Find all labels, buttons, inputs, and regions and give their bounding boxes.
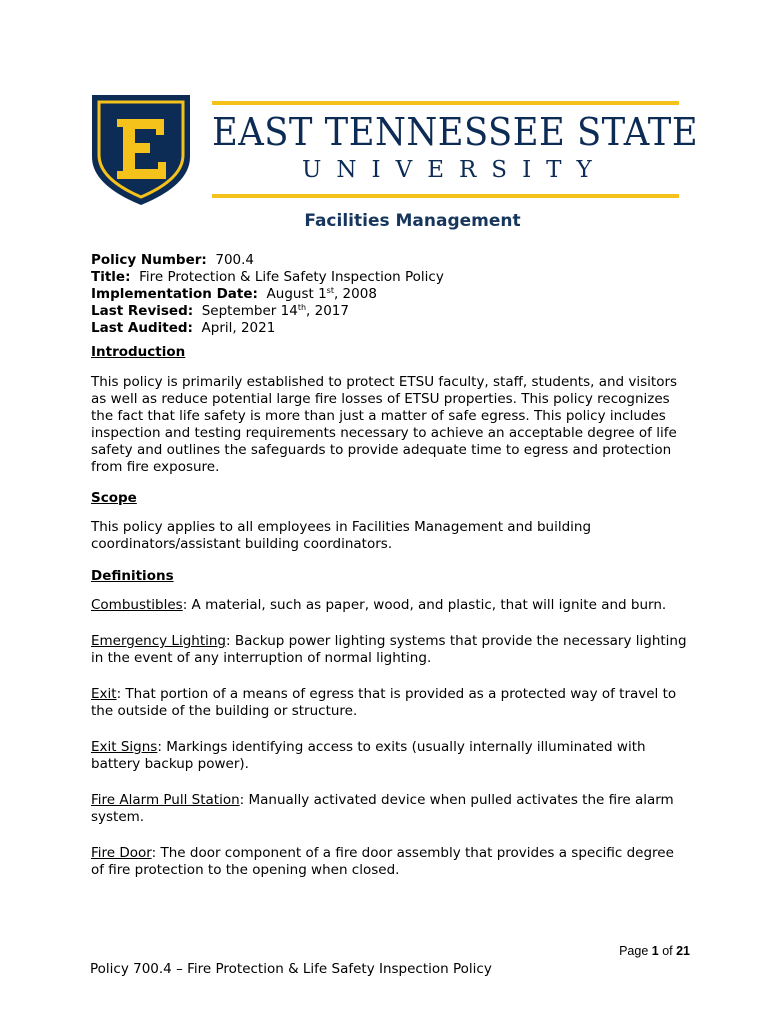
logo-top-rule bbox=[212, 101, 679, 105]
university-name-line1: EAST TENNESSEE STATE bbox=[212, 110, 699, 154]
scope-heading: Scope bbox=[91, 490, 137, 506]
definition-item: Exit Signs: Markings identifying access to exits (usually internally illuminated with battery backup power). bbox=[91, 739, 646, 772]
definition-item: Fire Door: The door component of a fire door assembly that provides a specific degree of fire protection to the opening when closed. bbox=[91, 845, 674, 878]
definition-term: Exit bbox=[91, 686, 117, 702]
definition-term: Exit Signs bbox=[91, 739, 158, 755]
meta-last-revised: Last Revised: September 14th, 2017 bbox=[91, 303, 349, 319]
definition-item: Fire Alarm Pull Station: Manually activated device when pulled activates the fire alarm system. bbox=[91, 792, 674, 825]
definition-item: Emergency Lighting: Backup power lighting systems that provide the necessary lighting in the event of any interruption of normal lighting. bbox=[91, 633, 687, 666]
department-title: Facilities Management bbox=[304, 211, 521, 231]
introduction-heading: Introduction bbox=[91, 344, 186, 360]
introduction-text: This policy is primarily established to protect ETSU faculty, staff, students, and visitors as well as reduce potential large fire losses of ETSU properties. This policy recognizes the fact that life safety is more than just a matter of safe egress. This policy includes inspection and testing requirements necessary to achieve an acceptable degree of life safety and outlines the safeguards to provide adequate time to egress and protection from fire exposure. bbox=[91, 374, 678, 475]
definition-term: Emergency Lighting bbox=[91, 633, 226, 649]
definition-item: Combustibles: A material, such as paper, wood, and plastic, that will ignite and burn. bbox=[91, 597, 667, 613]
university-name-line2: UNIVERSITY bbox=[302, 157, 607, 183]
definition-term: Fire Door bbox=[91, 845, 152, 861]
etsu-shield-logo bbox=[90, 93, 192, 207]
definition-item: Exit: That portion of a means of egress that is provided as a protected way of travel to the outside of the building or structure. bbox=[91, 686, 677, 719]
footer-document-title: Policy 700.4 – Fire Protection & Life Safety Inspection Policy bbox=[90, 961, 492, 977]
meta-policy-number: Policy Number: 700.4 bbox=[91, 252, 255, 268]
scope-text: This policy applies to all employees in Facilities Management and building coordinators/assistant building coordinators. bbox=[91, 519, 592, 552]
policy-meta bbox=[91, 252, 691, 337]
definition-term: Fire Alarm Pull Station bbox=[91, 792, 240, 808]
definition-term: Combustibles bbox=[91, 597, 183, 613]
logo-bottom-rule bbox=[212, 194, 679, 198]
meta-title: Title: Fire Protection & Life Safety Inspection Policy bbox=[91, 269, 444, 285]
document-body bbox=[91, 252, 691, 879]
page-number: Page 1 of 21 bbox=[619, 944, 690, 958]
definitions-heading: Definitions bbox=[91, 568, 174, 584]
meta-last-audited: Last Audited: April, 2021 bbox=[91, 320, 276, 336]
meta-implementation-date: Implementation Date: August 1st, 2008 bbox=[91, 286, 377, 302]
